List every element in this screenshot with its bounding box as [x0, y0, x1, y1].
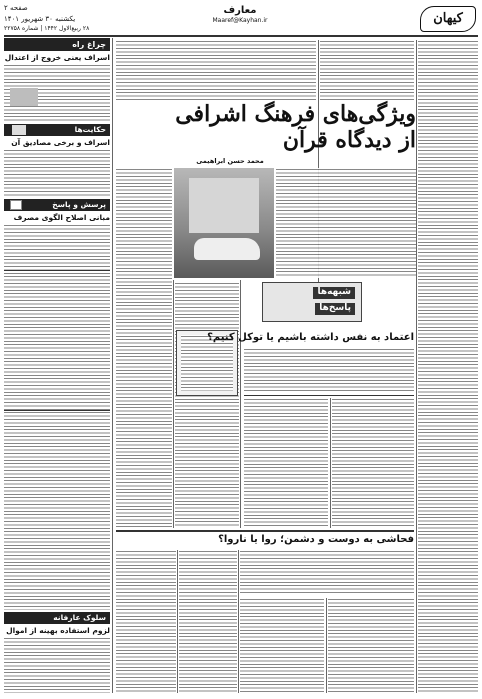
- section-email: Maaref@Kayhan.ir: [212, 17, 268, 24]
- col1-title-bar: [4, 38, 110, 51]
- col2-title: حکایت‌ها: [74, 125, 106, 134]
- section-title: معارف: [223, 5, 257, 16]
- col3-sub-rule-2: [4, 410, 110, 411]
- col3-sub-rule-1: [4, 270, 110, 271]
- main-col-a-divider: [173, 280, 174, 528]
- col1-figure: [10, 88, 38, 106]
- second-article-banner: [262, 282, 362, 322]
- col2-headline: اسراف و برخی مصادیق آن: [11, 138, 110, 147]
- col1-headline: اسراف یعنی خروج از اعتدال: [4, 53, 110, 62]
- date-line-2: ۲۸ ربیع‌الاول ۱۴۴۲ | شماره ۲۲۷۵۸: [4, 25, 90, 32]
- bottom-col-b-divider: [238, 550, 239, 693]
- col4-headline: لزوم استفاده بهینه از اموال: [6, 626, 110, 635]
- bottom-col-a-divider: [177, 550, 178, 693]
- second-col-b: [332, 398, 414, 528]
- bottom-col-a: [116, 550, 176, 693]
- banner-line-1: شبهه‌ها: [313, 287, 355, 299]
- second-col-divider: [330, 398, 331, 528]
- banner-line-2: پاسخ‌ها: [315, 303, 355, 315]
- header-rule: [4, 35, 478, 37]
- bottom-col-b: [179, 550, 237, 693]
- bottom-article-rule: [116, 530, 414, 532]
- col3-headline: مبانی اصلاح الگوی مصرف: [13, 213, 110, 222]
- car-shape: [194, 238, 260, 260]
- checkmark-icon: [10, 200, 22, 210]
- logo-text: کیهان: [433, 11, 463, 26]
- main-article-author: محمد ‌حسن ‌‌ابراهیمی: [196, 157, 264, 165]
- left-column-divider: [112, 38, 113, 693]
- col3-body: [4, 224, 110, 610]
- second-article-title: اعتماد به نفس داشته باشیم یا توکل کنیم؟: [207, 332, 414, 343]
- col1-title: چراغ راه: [72, 40, 106, 49]
- quote-box-text: [181, 335, 233, 391]
- col2-body: [4, 149, 110, 197]
- bottom-article-title: فحاشی به دوست و دشمن؛ روا یا ناروا؟: [218, 534, 414, 545]
- photo-side-text: [276, 168, 416, 278]
- bottom-col-c: [240, 598, 324, 693]
- bottom-col-d: [328, 598, 414, 693]
- date-line-1: یکشنبه ۳۰ شهریور ۱۴۰۱: [4, 15, 76, 23]
- main-col-b-divider: [240, 280, 241, 528]
- house-shape: [189, 178, 259, 233]
- main-article-title-2: از دیدگاه قرآن: [282, 127, 416, 153]
- col3-title: پرسش و پاسخ: [52, 200, 106, 209]
- main-article-title-1: ویژگی‌های فرهنگ اشرافی: [175, 101, 416, 127]
- main-col-b: [175, 282, 239, 528]
- main-col-a: [116, 168, 172, 528]
- col2-icon: [12, 125, 26, 135]
- col4-title-bar: [4, 612, 110, 624]
- col4-body: [4, 637, 110, 693]
- right-column-divider: [416, 40, 417, 693]
- center-right-column-body: [320, 40, 414, 100]
- logo: [420, 6, 476, 32]
- right-column-body: [418, 40, 478, 693]
- second-article-rule: [244, 395, 414, 396]
- second-col-a: [244, 398, 328, 528]
- intro-text: [116, 40, 316, 100]
- col4-title: سلوک عارفانه: [53, 613, 106, 622]
- article-photo: [174, 168, 274, 278]
- second-article-lead: [244, 348, 414, 392]
- bottom-col-c-divider: [326, 598, 327, 693]
- page-number: صفحه ۲: [4, 4, 28, 12]
- bottom-lead: [240, 550, 414, 594]
